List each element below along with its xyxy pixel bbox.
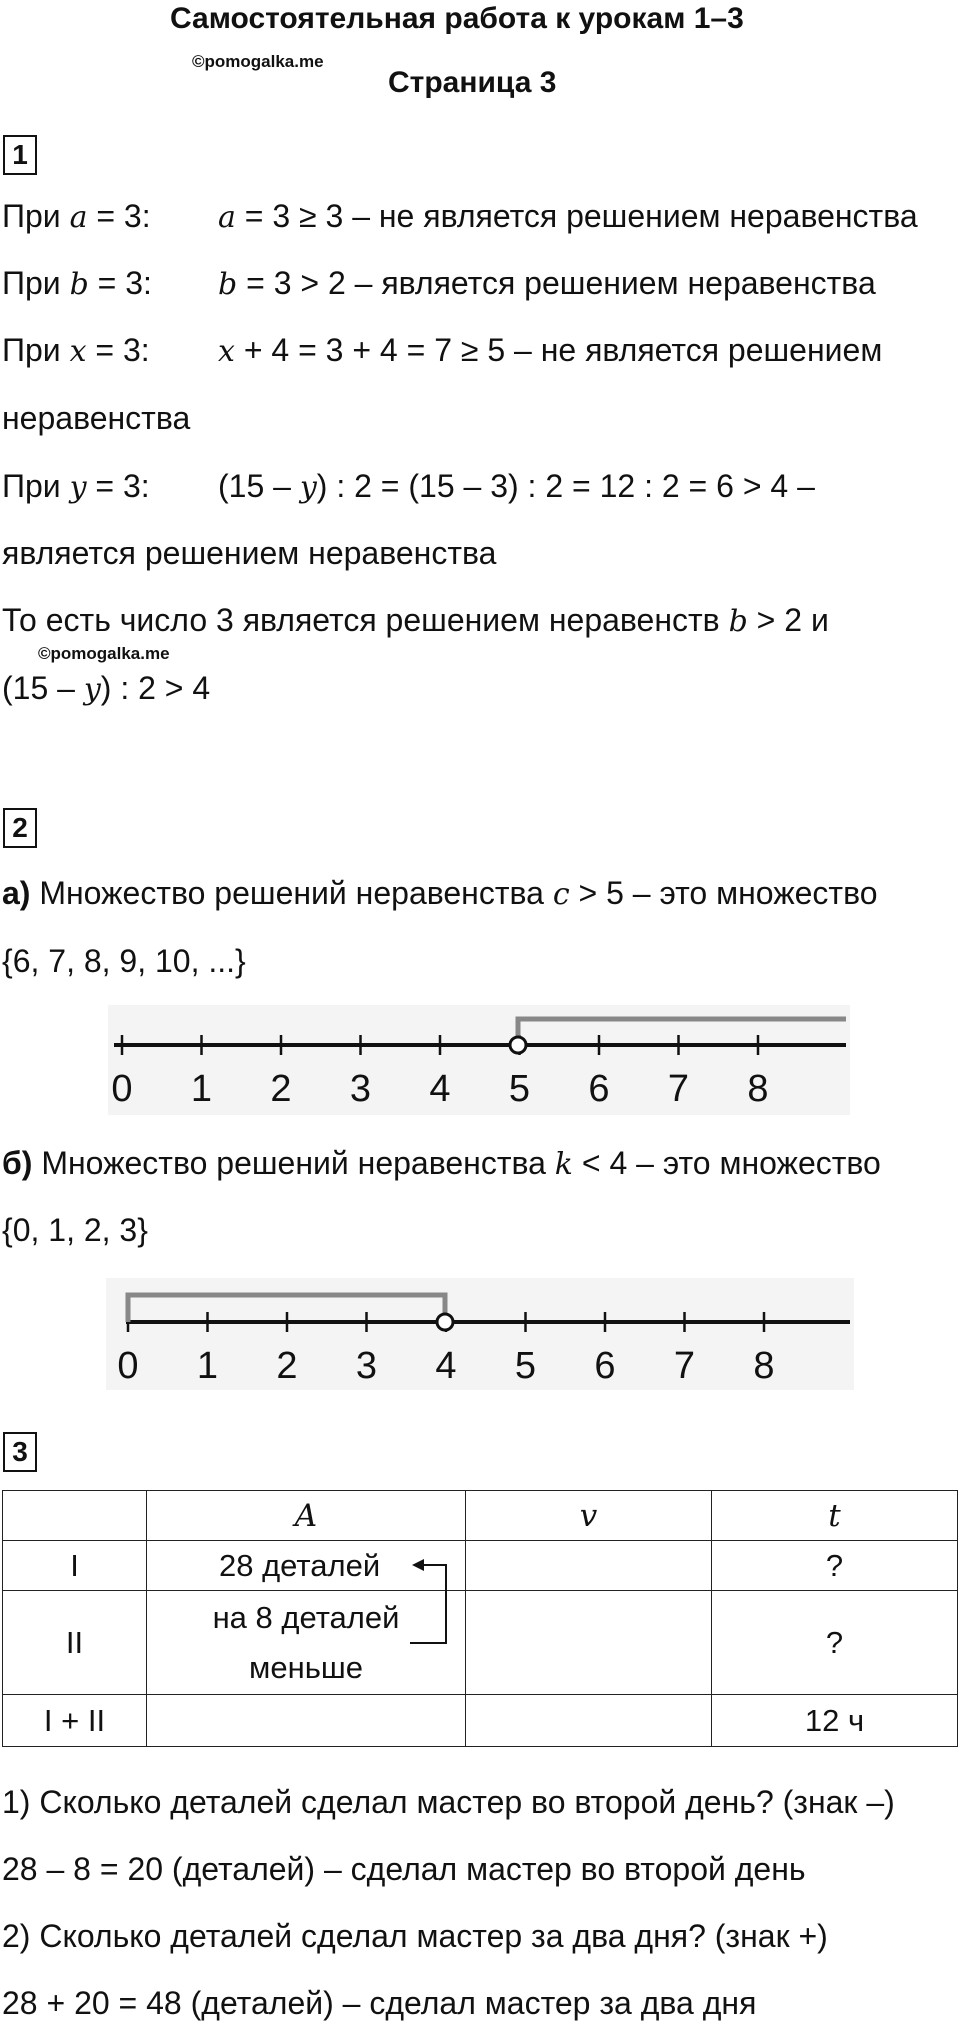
comparison-arrow xyxy=(400,1550,460,1670)
cell-t: ? xyxy=(712,1591,958,1695)
task1-line-y-result: (15 – y) : 2 = (15 – 3) : 2 = 12 : 2 = 6 > 4 – xyxy=(218,468,815,505)
task1-line-y: При y = 3: xyxy=(2,468,150,505)
tick-label: 0 xyxy=(111,1068,133,1110)
task1-line-x-result: x + 4 = 3 + 4 = 7 ≥ 5 – не является решением xyxy=(218,332,883,369)
cell-A: 28 деталей xyxy=(147,1541,466,1591)
number-line-b xyxy=(106,1278,854,1390)
solution-line-3: 2) Сколько деталей сделал мастер за два дня? (знак +) xyxy=(2,1918,828,1954)
cell-A xyxy=(147,1695,466,1747)
solution-line-2: 28 – 8 = 20 (деталей) – сделал мастер во второй день xyxy=(2,1851,806,1887)
page-number: Страница 3 xyxy=(388,66,557,99)
row-label: I + II xyxy=(3,1695,147,1747)
arrow-head-icon xyxy=(412,1559,424,1571)
cell-A-line2: меньше xyxy=(249,1649,363,1685)
number-line-b-svg xyxy=(106,1278,854,1390)
tick-label: 1 xyxy=(196,1345,219,1387)
cell-v xyxy=(466,1591,712,1695)
table-row xyxy=(3,1541,958,1591)
tick-label: 6 xyxy=(588,1068,610,1110)
tick-label: 8 xyxy=(747,1068,769,1110)
watermark: ©pomogalka.me xyxy=(192,52,324,71)
open-point-4 xyxy=(437,1314,453,1330)
cell-t: 12 ч xyxy=(712,1695,958,1747)
table-row xyxy=(3,1591,958,1695)
open-point-5 xyxy=(510,1037,526,1053)
task1-line-a-result: a = 3 ≥ 3 – не является решением неравенства xyxy=(218,198,918,235)
task1-line-a: При a = 3: xyxy=(2,198,151,235)
number-line-a-svg xyxy=(108,1005,850,1115)
tick-label: 6 xyxy=(594,1345,616,1387)
solution-line-4: 28 + 20 = 48 (деталей) – сделал мастер за два дня xyxy=(2,1985,757,2021)
tick-label: 1 xyxy=(190,1068,213,1110)
row-label: II xyxy=(3,1591,147,1695)
row-label: I xyxy=(3,1541,147,1591)
task-number-3: 3 xyxy=(3,1432,37,1472)
task-number-2: 2 xyxy=(3,808,37,848)
watermark-2: ©pomogalka.me xyxy=(38,644,170,663)
tick-label: 2 xyxy=(270,1068,292,1110)
table-row xyxy=(3,1695,958,1747)
solution-line-1: 1) Сколько деталей сделал мастер во второй день? (знак –) xyxy=(2,1784,895,1820)
tick-label: 2 xyxy=(276,1345,298,1387)
task2-b-statement: б) Множество решений неравенства k < 4 – это множество xyxy=(2,1145,881,1182)
tick-label: 7 xyxy=(667,1068,690,1110)
tick-label: 7 xyxy=(673,1345,696,1387)
data-table xyxy=(2,1490,958,1747)
solution-ray-a xyxy=(518,1019,846,1043)
task1-line-x: При x = 3: xyxy=(2,332,150,369)
header-t: t xyxy=(712,1491,958,1541)
tick-label: 3 xyxy=(349,1068,372,1110)
tick-label: 4 xyxy=(435,1345,457,1387)
tick-label: 0 xyxy=(117,1345,139,1387)
cell-t: ? xyxy=(712,1541,958,1591)
task2-a-statement: а) Множество решений неравенства c > 5 – это множество xyxy=(2,875,878,912)
task1-conclusion: То есть число 3 является решением неравенств b > 2 и xyxy=(2,602,829,639)
task-number-1: 1 xyxy=(3,135,37,175)
header-empty xyxy=(3,1491,147,1541)
tick-label: 3 xyxy=(355,1345,378,1387)
task1-line-y-cont: является решением неравенства xyxy=(2,535,497,571)
task1-line-x-cont: неравенства xyxy=(2,400,191,436)
cell-v xyxy=(466,1695,712,1747)
task1-line-b: При b = 3: xyxy=(2,265,152,302)
cell-A-line1: на 8 деталей xyxy=(212,1599,400,1635)
header-v: v xyxy=(466,1491,712,1541)
tick-label: 8 xyxy=(753,1345,775,1387)
tick-label: 5 xyxy=(514,1345,537,1387)
tick-label: 4 xyxy=(429,1068,451,1110)
task2-b-set: {0, 1, 2, 3} xyxy=(2,1212,148,1248)
header-A: A xyxy=(147,1491,466,1541)
number-line-a xyxy=(108,1005,850,1115)
task2-a-set: {6, 7, 8, 9, 10, ...} xyxy=(2,943,246,979)
table-header-row xyxy=(3,1491,958,1541)
cell-v xyxy=(466,1541,712,1591)
task1-conclusion-2: (15 – y) : 2 > 4 xyxy=(2,670,211,707)
page-heading: Самостоятельная работа к урокам 1–3 xyxy=(170,2,744,35)
tick-label: 5 xyxy=(508,1068,531,1110)
task1-line-b-result: b = 3 > 2 – является решением неравенства xyxy=(218,265,876,302)
